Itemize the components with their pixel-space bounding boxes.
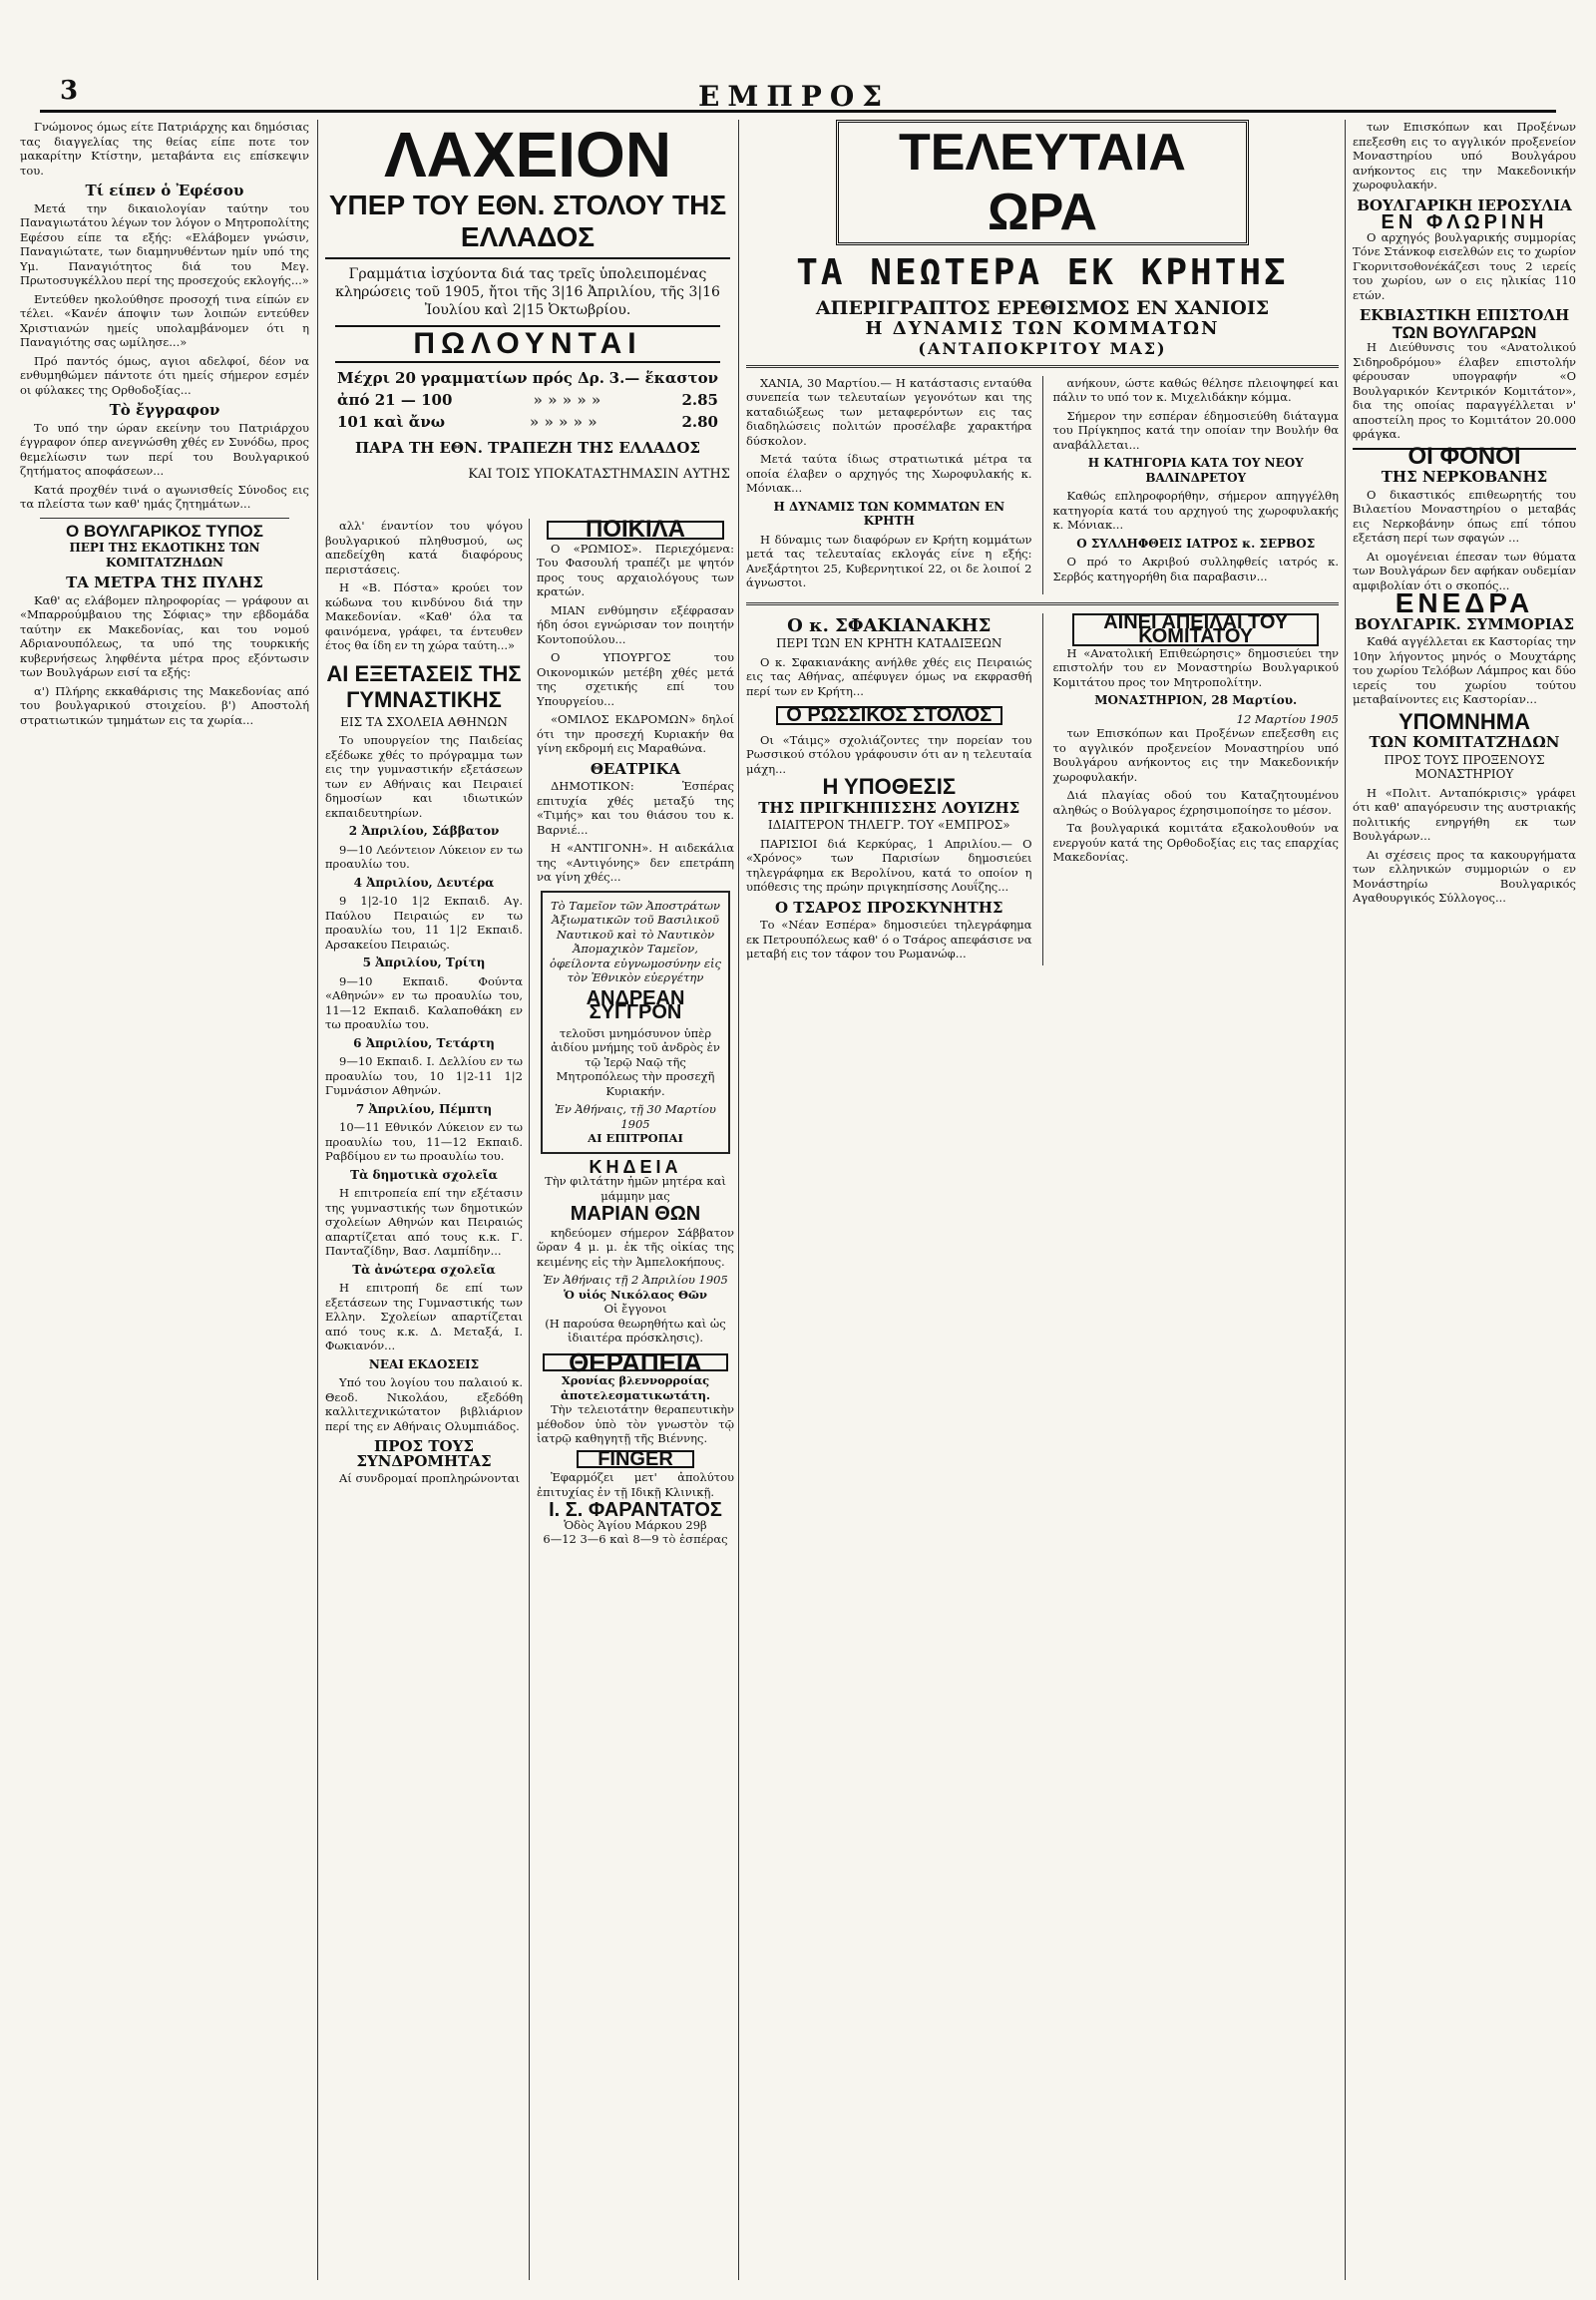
paragraph: Η Διεύθυνσις του «Ανατολικού Σιδηροδρόμου» έλαβεν επιστολήν φέρουσαν υπογραφήν «Ο Βουλγαρικόν Κεντρικόν Κομιτάτον», δια της οποίας παραγγέλλεται ν' αποστείλη προς το Κομιτάτον 20.000 φράγκα. bbox=[1353, 340, 1576, 441]
section-heading: Ο ΡΩΣΣΙΚΟΣ ΣΤΟΛΟΣ bbox=[776, 706, 1002, 725]
price-value: 2.80 bbox=[681, 413, 718, 431]
subheadline: (ΑΝΤΑΠΟΚΡΙΤΟΥ ΜΑΣ) bbox=[918, 339, 1167, 358]
paragraph: Διά πλαγίας οδού του Καταζητουμένου αληθώς ο Βούλγαρος έχρησιμοποίησε το μέσον. bbox=[1052, 788, 1339, 817]
dateline: ΜΟΝΑΣΤΗΡΙΟΝ, 28 Μαρτίου. bbox=[1094, 693, 1298, 707]
lottery-price-table: Μέχρι 20 γραμματίων πρός Δρ. 3.— ἕκαστον ἀπό 21 — 100 » » » » » 2.85 101 καὶ ἄνω » » » » » 2.80 bbox=[337, 369, 718, 431]
lottery-advert bbox=[325, 120, 730, 482]
section-heading: Τὰ ἀνώτερα σχολεῖα bbox=[352, 1262, 496, 1277]
paragraph: Υπό του λογίου του παλαιού κ. Θεοδ. Νικολάου, εξεδόθη καλλιτεχνικώτατον βιβλιάριον περί της εν Αθήναις Ολυμπιάδος. bbox=[325, 1375, 523, 1433]
section-heading: ΒΟΥΛΓΑΡΙΚ. ΣΥΜΜΟΡΙΑΣ bbox=[1354, 614, 1575, 633]
section-heading: ΚΗΔΕΙΑ bbox=[589, 1156, 682, 1177]
paragraph: ΜΙΑΝ ενθύμησιν εξέφρασαν ήδη όσοι εγνώρισαν τον ποιητήν Κοντοπούλου... bbox=[537, 602, 734, 646]
date-heading: 5 Ἀπριλίου, Τρίτη bbox=[362, 956, 486, 969]
paragraph: 10—11 Εθνικόν Λύκειον εν τω προαυλίω του, 11—12 Εκπαιδ. Ραβδίμου εν τω προαυλίω του. bbox=[325, 1120, 523, 1163]
paragraph: των Επισκόπων και Προξένων επεξεσθη εις το αγγλικόν προξενείον Μοναστηρίου υπό Βουλγάρου ανήκοντος εις την Μακεδονικήν χωροφυλακήν. bbox=[1353, 120, 1576, 192]
finger-label: FINGER bbox=[577, 1450, 694, 1469]
paragraph: Το υπουργείον της Παιδείας εξέδωκε χθές το πρόγραμμα των εις την γυμναστικήν εξετάσεων των εν Αθήναις και Πειραιεί δημοσίων και ιδιωτικών εκπαιδευτηρίων. bbox=[325, 733, 523, 820]
page-number: 3 bbox=[60, 76, 79, 106]
crete-report bbox=[746, 376, 1339, 594]
paragraph: Ο πρό το Ακριβού συλληφθείς ιατρός κ. Σερβός κατηγορήθη δια παραβασιν... bbox=[1052, 555, 1339, 583]
section-subheading: ΕΙΣ ΤΑ ΣΧΟΛΕΙΑ ΑΘΗΝΩΝ bbox=[340, 714, 508, 729]
paragraph: 9—10 Εκπαιδ. Ι. Δελλίου εν τω προαυλίω του, 10 1|2-11 1|2 Γυμνάσιον Αθηνών. bbox=[325, 1054, 523, 1097]
paragraph: ΠΑΡΙΣΙΟΙ διά Κερκύρας, 1 Απριλίου.— Ο «Χρόνος» των Παρισίων δημοσιεύει τηλεγράφημα εκ Βερολίνου, κατά το οποίον η υπόθεσις της πρώην πριγκηπίσσης Λουΐζης... bbox=[746, 836, 1032, 894]
section-heading: ΝΕΑΙ ΕΚΔΟΣΕΙΣ bbox=[368, 1356, 480, 1371]
paragraph: Ο κ. Σφακιανάκης ανήλθε χθές εις Πειραιώς εις τας Αθήνας, απέφυγεν όμως να εκφρασθή περί των εν Κρήτη... bbox=[746, 654, 1032, 698]
paragraph: των Επισκόπων και Προξένων επεξεσθη εις το αγγλικόν προξενείον Μοναστηρίου υπό Βουλγάρου ανήκοντος εις την Μακεδονικήν χωροφυλακήν. bbox=[1052, 726, 1339, 784]
column-4 bbox=[746, 120, 1339, 2280]
paragraph: Αί συνδρομαί προπληρώνονται bbox=[339, 1471, 520, 1485]
section-heading: ΤΩΝ ΚΟΜΙΤΑΤΖΗΔΩΝ bbox=[1369, 733, 1560, 751]
dateline: 12 Μαρτίου 1905 bbox=[1236, 711, 1339, 726]
paragraph: Ο ΥΠΟΥΡΓΟΣ του Οικονομικών μετέβη χθές μετά της σχετικής επί του Υπουργείου... bbox=[537, 650, 734, 708]
doctor-hours: 6—12 3—6 καὶ 8—9 τὸ ἑσπέρας bbox=[543, 1532, 728, 1546]
paragraph: Η «ΑΝΤΙΓΟΝΗ». Η αιδεκάλια της «Αντιγόνης» δεν επετράπη να γίνη χθές... bbox=[537, 841, 734, 884]
section-subheading: ΙΔΙΑΙΤΕΡΟΝ ΤΗΛΕΓΡ. ΤΟΥ «ΕΜΠΡΟΣ» bbox=[767, 818, 1010, 832]
paragraph: Αι ομογένειαι έπεσαν των θύματα των Βουλγάρων δεν αφήκαν ουδεμίαν αμφιβολίαν ότι ο σκοπός... bbox=[1353, 549, 1576, 592]
paragraph: Πρό παντός όμως, αγιοι αδελφοί, δέον να ενθυμηθώμεν πάντοτε ότι ημείς σήμερον εσμέν οι φύλακες της Ορθοδοξίας... bbox=[20, 353, 309, 397]
column-divider bbox=[1345, 120, 1346, 2280]
paragraph: Γνώμονος όμως είτε Πατριάρχης και δημόσιας τας διαγγελίας της θείας είπε ποτε τον μακαρίτην Κτίστην, μεταβάντα εις επίσκεψιν του. bbox=[20, 120, 309, 178]
lottery-subtitle: ΥΠΕΡ ΤΟΥ ΕΘΝ. ΣΤΟΛΟΥ ΤΗΣ ΕΛΛΑΔΟΣ bbox=[325, 190, 730, 259]
section-heading: ΥΠΟΜΝΗΜΑ bbox=[1398, 708, 1530, 734]
section-heading: Ο ΣΥΛΛΗΦΘΕΙΣ ΙΑΤΡΟΣ κ. ΣΕΡΒΟΣ bbox=[1076, 536, 1316, 551]
paragraph: Ο «ΡΩΜΙΟΣ». Περιεχόμενα: Του Φασουλή τραπέζι με ψητόν προς τους αρχαιολόγους των κρατών. bbox=[537, 541, 734, 598]
price-range: Μέχρι 20 bbox=[337, 369, 416, 387]
section-heading: Η ΥΠΟΘΕΣΙΣ bbox=[822, 774, 957, 799]
separator bbox=[746, 602, 1339, 605]
paragraph: αλλ' έναντίον του ψόγου βουλγαρικού πληθυσμού, ως απεδείχθη κατά διαφόρους περιστάσεις. bbox=[325, 519, 523, 576]
column-divider bbox=[529, 519, 530, 2280]
section-heading: Τὰ δημοτικὰ σχολεῖα bbox=[350, 1167, 498, 1182]
paragraph: 9—10 Εκπαιδ. Φούντα «Αθηνών» εν τω προαυλίω του, 11—12 Εκπαιδ. Καλαποθάκη εν τω προαυλίω του. bbox=[325, 973, 523, 1031]
paragraph: Ἐφαρμόζει μετ' ἀπολύτου ἐπιτυχίας ἐν τῇ Ιδικῇ Κλινικῇ. bbox=[537, 1470, 734, 1499]
paragraph: Το υπό την ώραν εκείνην του Πατριάρχου έγγραφον όπερ ανεγνώσθη χθές εν Συνόδω, προς θεμελίωσιν των περί του Βουλγαρικού ζητήματος αποφάσεων... bbox=[20, 420, 309, 478]
doctor-name: Ι. Σ. ΦΑΡΑΝΤΑΤΟΣ bbox=[549, 1499, 722, 1521]
masthead bbox=[0, 8, 1596, 113]
lottery-title: ΛΑΧΕΙΟΝ bbox=[383, 119, 672, 191]
paragraph: Αι σχέσεις προς τα κακουργήματα των ελληνικών συμμοριών ο εν Μονάστηρίω Βουλγαρικός Αγαθουργικός Σύλλογος... bbox=[1353, 847, 1576, 905]
section-heading: ΤΗΣ ΝΕΡΚΟΒΑΝΗΣ bbox=[1381, 468, 1548, 486]
news-block bbox=[746, 610, 1339, 965]
section-heading: Τί είπεν ὁ Ἐφέσου bbox=[85, 182, 244, 199]
date-heading: 4 Ἀπριλίου, Δευτέρα bbox=[353, 875, 495, 890]
paragraph: Μετά την δικαιολογίαν ταύτην του Παναγιωτάτου λέγων τον λόγον ο Μητροπολίτης Εφέσου είπε τα εξής: «Ελάβομεν γνώσιν, Παναγιώτατε, των διαμηνυθέντων ημίν υπό της Υμ. Παναγιότητος διά του Μεγ. Πρωτοσυγκέλλου περί της προσεχούς εκλογής...» bbox=[20, 200, 309, 287]
column-divider bbox=[317, 120, 318, 2280]
news-right bbox=[1052, 610, 1339, 965]
subheadline: Η ΔΥΝΑΜΙΣ ΤΩΝ ΚΟΜΜΑΤΩΝ bbox=[865, 317, 1220, 339]
section-heading: ΒΟΥΛΓΑΡΙΚΗ ΙΕΡΟΣΥΛΙΑ bbox=[1357, 195, 1572, 214]
section-subheading: ΠΕΡΙ ΤΩΝ ΕΝ ΚΡΗΤΗ ΚΑΤΑΔΙΞΕΩΝ bbox=[776, 636, 1002, 650]
section-heading: ΘΕΑΤΡΙΚΑ bbox=[590, 759, 681, 778]
notice-text: τελοῦσι μνημόσυνον ὑπὲρ ἀιδίου μνήμης τοῦ ἀνδρὸς ἐν τῷ Ἱερῷ Ναῷ τῆς Μητροπόλεως τὴν προσεχῆ Κυριακήν. bbox=[551, 1025, 720, 1098]
section-subheading: ΤΗΣ ΠΡΙΓΚΗΠΙΣΣΗΣ ΛΟΥΙΖΗΣ bbox=[758, 798, 1020, 817]
paragraph: Σήμερον την εσπέραν έδημοσιεύθη διάταγμα του Πρίγκηπος κατά την οποίαν την Βουλήν θα αναβάλλεται... bbox=[1052, 408, 1339, 452]
section-heading: ΟΙ ΦΟΝΟΙ bbox=[1353, 448, 1576, 465]
paragraph: Εντεύθεν ηκολούθησε προσοχή τινα είπών εν τέλει. «Κανέν άποψιν των λοιπών εντεύθεν Χριστιανών ημείς υπολαμβάνομεν ότι η Παναγιότης σας ωμίλησε...» bbox=[20, 291, 309, 349]
paragraph: «ΟΜΙΛΟΣ ΕΚΔΡΟΜΩΝ» δηλοί ότι την προσεχή Κυριακήν θα γίνη εκδρομή εις Μαραθώνα. bbox=[537, 712, 734, 755]
column-3 bbox=[537, 519, 734, 2280]
funeral-name: ΜΑΡΙΑΝ ΘΩΝ bbox=[570, 1203, 701, 1225]
newspaper-name: ΕΜΠΡΟΣ bbox=[698, 80, 891, 113]
section-heading: Η ΚΑΤΗΓΟΡΙΑ ΚΑΤΑ ΤΟΥ ΝΕΟΥ ΒΑΛΙΝΔΡΕΤΟΥ bbox=[1087, 456, 1304, 485]
column-divider bbox=[738, 120, 739, 2280]
section-heading: ΤΩΝ ΒΟΥΛΓΑΡΩΝ bbox=[1392, 322, 1537, 342]
paragraph: Καθώς επληροφορήθην, σήμερον απηγγέλθη κατηγορία κατά του αρχηγού της χωροφυλακής κ. Μόνιακ... bbox=[1052, 489, 1339, 532]
paragraph: ΔΗΜΟΤΙΚΟΝ: Ἑσπέρας επιτυχία χθές μεταξύ της «Τιμής» και του θιάσου του κ. Βαρνιέ... bbox=[537, 779, 734, 837]
news-left bbox=[746, 613, 1032, 965]
funeral-date: Ἐν Ἀθήναις τῇ 2 Ἀπριλίου 1905 bbox=[543, 1273, 728, 1287]
funeral-text: Τὴν φιλτάτην ἡμῶν μητέρα καὶ μάμμην μας bbox=[545, 1174, 726, 1203]
section-heading: ΑΙ ΕΞΕΤΑΣΕΙΣ ΤΗΣ ΓΥΜΝΑΣΤΙΚΗΣ bbox=[326, 660, 522, 712]
paragraph: Η επιτροπή δε επί των εξετάσεων της Γυμναστικής των Ελλην. Σχολείων απαρτίζεται από τους κ.κ. Δ. Μεταξά, Ι. Φωκιανόν... bbox=[325, 1281, 523, 1352]
separator bbox=[40, 518, 289, 519]
paragraph: ΧΑΝΙΑ, 30 Μαρτίου.— Η κατάστασις ενταύθα συνεπεία των τελευταίων γεγονότων και της καταδιώξεως των μεταφερόντων εις τας διαδηλώσεις πολιτών προσέλαβε χαρακτήρα δύσκολον. bbox=[746, 375, 1032, 448]
section-heading: ΕΝ ΦΛΩΡΙΝΗ bbox=[1381, 211, 1548, 233]
doctor-address: Ὁδὸς Ἁγίου Μάρκου 29β bbox=[564, 1517, 707, 1532]
funeral-signature: Ὁ υἱός Νικόλαος Θῶν bbox=[564, 1287, 707, 1302]
section-subheading: ΠΡΟΣ ΤΟΥΣ ΠΡΟΞΕΝΟΥΣ ΜΟΝΑΣΤΗΡΙΟΥ bbox=[1384, 752, 1545, 781]
section-heading: ΑΙΝΕΙ ΑΠΕΙΛΑΙ ΤΟΥ ΚΟΜΙΤΑΤΟΥ bbox=[1072, 613, 1319, 646]
paragraph: Τὴν τελειοτάτην θεραπευτικὴν μέθοδον ὑπὸ τὸν γνωστὸν τῷ ἰατρῷ καθηγητῇ τῆς Βιέννης. bbox=[537, 1402, 734, 1445]
section-heading: Ο ΤΣΑΡΟΣ ΠΡΟΣΚΥΝΗΤΗΣ bbox=[774, 898, 1003, 917]
lottery-bank: ΠΑΡΑ ΤΗ ΕΘΝ. ΤΡΑΠΕΖΗ ΤΗΣ ΕΛΛΑΔΟΣ bbox=[355, 439, 700, 457]
paragraph: Η «Πολιτ. Ανταπόκρισις» γράφει ότι καθ' απαγόρευσιν της αυστριακής πολιτικής ενηργήθη εκ των Βουλγάρων... bbox=[1353, 785, 1576, 843]
paragraph: α') Πλήρης εκκαθάρισις της Μακεδονίας από του βουλγαρικού στοιχείου. β') Αποστολή στρατιωτικών τμημάτων εις τα χωρία... bbox=[20, 683, 309, 727]
lottery-sale-heading: ΠΩΛΟΥΝΤΑΙ bbox=[335, 325, 720, 363]
notice-date: Ἐν Ἀθήναις, τῇ 30 Μαρτίου 1905 bbox=[555, 1102, 716, 1131]
subheadline: ΑΠΕΡΙΓΡΑΠΤΟΣ ΕΡΕΘΙΣΜΟΣ ΕΝ ΧΑΝΙΟΙΣ bbox=[815, 297, 1270, 319]
paragraph: Οι «Τάιμς» σχολιάζοντες την πορείαν του Ρωσσικού στόλου γράφουσιν ότι αν η τελευταία μάχη... bbox=[746, 732, 1032, 776]
top-rule bbox=[40, 110, 1556, 113]
paragraph: Καθ' ας ελάβομεν πληροφορίας — γράφουν αι «Μπαρρούμβαιου της Σόφιας» την εβδομάδα ταύτην εκ Μακεδονίας, και του νομού Αδριανουπόλεως, τα υπό της τουρκικής κυβερνήσεως ληφθέντα μέτρα προς εξόντωσιν των Βουλγάρων εισί τα εξής: bbox=[20, 592, 309, 679]
notice-signature: ΑΙ ΕΠΙΤΡΟΠΑΙ bbox=[588, 1131, 683, 1145]
paragraph: Η επιτροπεία επί την εξέτασιν της γυμναστικής των δημοτικών σχολείων Αθηνών και Πειραιώς απαρτίζεται από τους κ.κ. Γ. Πανταζίδην, Βασ. Λαμπίδην... bbox=[325, 1186, 523, 1258]
section-heading: Ο ΒΟΥΛΓΑΡΙΚΟΣ ΤΥΠΟΣ bbox=[66, 521, 263, 541]
price-range: ἀπό 21 — 100 bbox=[337, 391, 453, 409]
section-heading: ΕΝΕΔΡΑ bbox=[1395, 587, 1534, 618]
paragraph: Ο αρχηγός βουλγαρικής συμμορίας Τόνε Στάνκοφ εισελθών εις το χωρίον Γκορνιτσοθονέκάζεσι τους 2 ιερείς του χωρίου, ων ο εις ηλικίας 110 ετών. bbox=[1353, 229, 1576, 302]
section-heading: ΤΑ ΜΕΤΡΑ ΤΗΣ ΠΥΛΗΣ bbox=[66, 574, 263, 591]
crete-right bbox=[1052, 376, 1339, 594]
therapy-subtitle: Χρονίας βλεννορροίας ἀποτελεσματικωτάτη. bbox=[560, 1373, 711, 1402]
section-heading: Ο κ. ΣΦΑΚΙΑΝΑΚΗΣ bbox=[787, 614, 992, 636]
paragraph: 9—10 Λεόντειον Λύκειον εν τω προαυλίω του. bbox=[325, 842, 523, 871]
paragraph: 9 1|2-10 1|2 Εκπαιδ. Αγ. Παύλου Πειραιώς εν τω προαυλίω του, 11 1|2 Εκπαιδ. Αρσακείου Πειραιώς. bbox=[325, 894, 523, 952]
paragraph: Η «Β. Πόστα» κρούει τον κώδωνα του κινδύνου διά την Μακεδονίαν. «Καθ' όλα τα φαινόμενα, γράφει, τα έντευθεν έτος θα ίδη εν τη χώρα ταύτη...» bbox=[325, 580, 523, 652]
funeral-signature: Οἱ ἔγγονοι bbox=[603, 1302, 667, 1316]
date-heading: 6 Ἀπριλίου, Τετάρτη bbox=[353, 1035, 495, 1050]
paragraph: Μετά ταύτα ίδιως στρατιωτικά μέτρα τα οποία έλαβεν ο αρχηγός της Χωροφυλακής κ. Μόνιακ... bbox=[746, 452, 1032, 495]
section-heading: ΠΟΙΚΙΛΑ bbox=[547, 521, 724, 540]
paragraph: Καθά αγγέλλεται εκ Καστορίας την 10ην λήγοντος μηνός ο Μουχτάρης του χωρίου Τελόβων Λάμπρος και δύο ιερείς του χωρίου τούτου μεταβαίνοντες εις Καστορίαν... bbox=[1353, 634, 1576, 706]
section-heading: ΠΡΟΣ ΤΟΥΣ ΣΥΝΔΡΟΜΗΤΑΣ bbox=[356, 1437, 492, 1470]
section-heading: ΕΚΒΙΑΣΤΙΚΗ ΕΠΙΣΤΟΛΗ bbox=[1359, 306, 1570, 324]
price-value: 3.— ἕκαστον bbox=[608, 369, 718, 387]
headline: ΤΕΛΕΥΤΑΙΑ ΩΡΑ bbox=[836, 120, 1249, 245]
funeral-note: (Η παρούσα θεωρηθήτω καὶ ὡς ἰδιαιτέρα πρόσκλησις). bbox=[545, 1316, 726, 1344]
price-value: 2.85 bbox=[681, 391, 718, 409]
notice-name: ΑΝΔΡΕΑΝ ΣΥΓΓΡΟΝ bbox=[586, 986, 685, 1023]
crete-left bbox=[746, 376, 1032, 594]
section-subheading: ΠΕΡΙ ΤΗΣ ΕΚΔΟΤΙΚΗΣ ΤΩΝ ΚΟΜΙΤΑΤΖΗΔΩΝ bbox=[69, 541, 260, 570]
headline: ΤΑ ΝΕΩΤΕΡΑ ΕΚ ΚΡΗΤΗΣ bbox=[796, 252, 1289, 293]
paragraph: Τα βουλγαρικά κομιτάτα εξακολουθούν να ενεργούν κατά της Ορθοδοξίας εις τας επαρχίας Μακεδονίας. bbox=[1052, 821, 1339, 864]
column-2 bbox=[325, 519, 523, 2280]
paragraph: Ο δικαστικός επιθεωρητής του Βιλαετίου Μοναστηρίου ο μεταβάς εις Νερκοβάνην όπως επί τόπου εξετάση περί των σφαγών ... bbox=[1353, 487, 1576, 545]
memorial-notice bbox=[541, 891, 730, 1154]
column-1 bbox=[20, 120, 309, 2280]
separator bbox=[746, 365, 1339, 368]
column-5 bbox=[1353, 120, 1576, 2280]
lottery-text: Γραμμάτια ἰσχύοντα διά τας τρεῖς ὑπολειπομένας κληρώσεις τοῦ 1905, ἤτοι τῆς 3|16 Ἀπριλίου, τῆς 3|16 Ἰουλίου καὶ 2|15 Ὀκτωβρίου. bbox=[335, 266, 720, 318]
notice-text: Τὸ Ταμεῖον τῶν Ἀποστράτων Ἀξιωματικῶν τοῦ Βασιλικοῦ Ναυτικοῦ καὶ τὸ Ναυτικὸν Ἀπομαχικὸν Ταμεῖον, ὀφείλοντα εὐγνωμοσύνην εἰς τὸν Ἐθνικὸν εὐεργέτην bbox=[550, 898, 721, 984]
paragraph: Κατά προχθέν τινά ο αγωνισθείς Σύνοδος εις τα πλείστα των καθ' ημάς ζητημάτων... bbox=[20, 482, 309, 511]
date-heading: 2 Ἀπριλίου, Σάββατον bbox=[348, 824, 500, 838]
paragraph: Η «Ανατολική Επιθεώρησις» δημοσιεύει την επιστολήν του εν Μοναστηρίω Βουλγαρικού Κομιτάτου προς τον Μητροπολίτην. bbox=[1052, 645, 1339, 689]
price-label: γραμματίων πρός Δρ. bbox=[420, 369, 604, 387]
section-heading: ΘΕΡΑΠΕΙΑ bbox=[543, 1353, 728, 1372]
paragraph: ανήκουν, ώστε καθώς θέλησε πλειοψηφεί και πάλιν το υπό τον κ. Μιχελιδάκην κόμμα. bbox=[1052, 375, 1339, 404]
paragraph: κηδεύομεν σήμερον Σάββατον ὥραν 4 μ. μ. ἐκ τῆς οἰκίας της κειμένης εἰς τὴν Ἀμπελοκήπους. bbox=[537, 1225, 734, 1269]
paragraph: Το «Νέαν Εσπέρα» δημοσιεύει τηλεγράφημα εκ Πετρουπόλεως καθ' ό ο Τσάρος απεφάσισε να μεταβή εις τον τάφον του Ρωμανώφ... bbox=[746, 918, 1032, 960]
paragraph: Η δύναμις των διαφόρων εν Κρήτη κομμάτων μετά τας τελευταίας εκλογάς είνε η εξής: Ανεξάρτητοι 25, Κυβερνητικοί 22, οι δε λοιποί 2 άγνωστοι. bbox=[746, 532, 1032, 589]
section-heading: Η ΔΥΝΑΜΙΣ ΤΩΝ ΚΟΜΜΑΤΩΝ ΕΝ ΚΡΗΤΗ bbox=[773, 499, 1005, 528]
lottery-bank-branches: ΚΑΙ ΤΟΙΣ ΥΠΟΚΑΤΑΣΤΗΜΑΣΙΝ ΑΥΤΗΣ bbox=[468, 467, 730, 482]
section-heading: Τὸ ἔγγραφον bbox=[109, 401, 220, 419]
price-range: 101 καὶ ἄνω bbox=[337, 413, 446, 431]
date-heading: 7 Ἀπριλίου, Πέμπτη bbox=[355, 1101, 493, 1116]
